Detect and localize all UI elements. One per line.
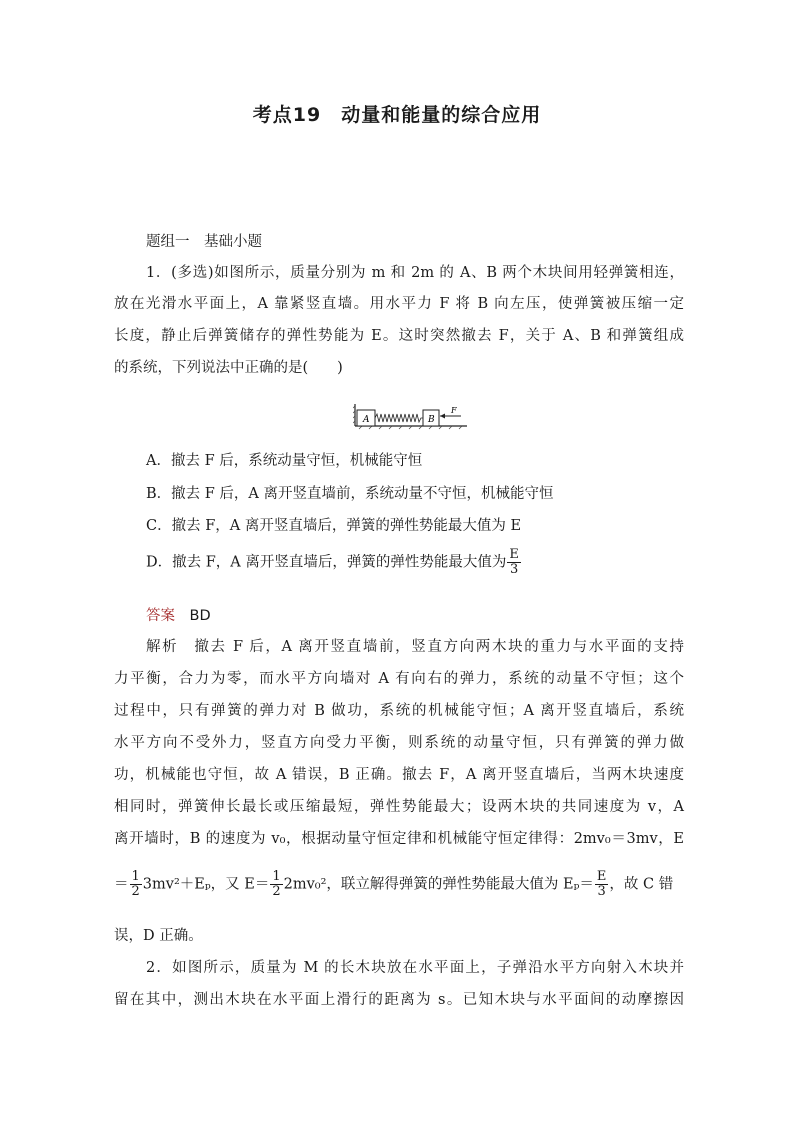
answer-value: BD: [189, 608, 211, 624]
force-arrowhead: [440, 414, 445, 419]
q1-line-1: 1．(多选)如图所示，质量分别为 m 和 2m 的 A、B 两个木块间用轻弹簧相连，: [146, 265, 684, 281]
q1-line-4: 的系统，下列说法中正确的是( ): [114, 360, 343, 376]
analysis-line-2: 力平衡，合力为零，而水平方向墙对 A 有向右的弹力，系统的动量不守恒；这个: [114, 671, 684, 687]
option-d-text: D．撤去 F，A 离开竖直墙后，弹簧的弹性势能最大值为: [146, 554, 507, 571]
spring: [375, 414, 423, 422]
option-c: C．撤去 F，A 离开竖直墙后，弹簧的弹性势能最大值为 E: [146, 518, 522, 534]
q1-line-3: 长度，静止后弹簧储存的弹性势能为 E。这时突然撤去 F，关于 A、B 和弹簧组成: [114, 328, 684, 344]
option-d: [146, 548, 522, 577]
page-title: 考点19 动量和能量的综合应用: [252, 104, 542, 126]
analysis-equation-line: ＝ $\frac{1}{2}$ 3mv²＋Eₚ，又 E＝ $\frac{1}{2}$ 2mv₀²，联立解得弹簧的弹性势能最大值为 Eₚ＝ $\frac{E}{3}$ ，故 C 错: [114, 869, 674, 899]
fraction-half-2: $\frac{1}{2}$: [272, 869, 281, 899]
block-b-label: B: [428, 415, 435, 425]
analysis-line-1: 解析 撤去 F 后，A 离开竖直墙前，竖直方向两木块的重力与水平面的支持: [146, 639, 684, 655]
block-a-label: A: [363, 415, 370, 425]
option-b: B．撤去 F 后，A 离开竖直墙前，系统动量不守恒，机械能守恒: [146, 486, 554, 502]
answer: [146, 604, 211, 625]
force-label: F: [451, 406, 457, 415]
analysis-line-3: 过程中，只有弹簧的弹力对 B 做功，系统的机械能守恒；A 离开竖直墙后，系统: [114, 703, 684, 719]
option-d-fraction: $\frac{E}{3}$: [509, 547, 519, 577]
analysis-line-4: 水平方向不受外力，竖直方向受力平衡，则系统的动量守恒，只有弹簧的弹力做: [114, 735, 684, 751]
section-heading: 题组一 基础小题: [146, 234, 262, 250]
analysis-line-5: 功，机械能也守恒，故 A 错误，B 正确。撤去 F，A 离开竖直墙后，当两木块速度: [114, 767, 684, 783]
answer-label: 答案: [146, 608, 175, 624]
q1-line-2: 放在光滑水平面上，A 靠紧竖直墙。用水平力 F 将 B 向左压，使弹簧被压缩一定: [114, 296, 684, 312]
analysis-line-6: 相同时，弹簧伸长最长或压缩最短，弹性势能最大；设两木块的共同速度为 v，A: [114, 799, 684, 815]
spring-blocks-figure: [353, 402, 469, 432]
analysis-line-end: 误，D 正确。: [114, 928, 203, 944]
q2-line-2: 留在其中，测出木块在水平面上滑行的距离为 s。已知木块与水平面间的动摩擦因: [114, 992, 684, 1008]
fraction-half-1: $\frac{1}{2}$: [131, 869, 140, 899]
q2-line-1: 2．如图所示，质量为 M 的长木块放在水平面上，子弹沿水平方向射入木块并: [146, 960, 684, 976]
analysis-line-7: 离开墙时，B 的速度为 v₀，根据动量守恒定律和机械能守恒定律得：2mv₀＝3mv，E: [114, 831, 684, 847]
option-a: A．撤去 F 后，系统动量守恒，机械能守恒: [146, 453, 423, 469]
fraction-e-over-3: $\frac{E}{3}$: [596, 869, 607, 899]
